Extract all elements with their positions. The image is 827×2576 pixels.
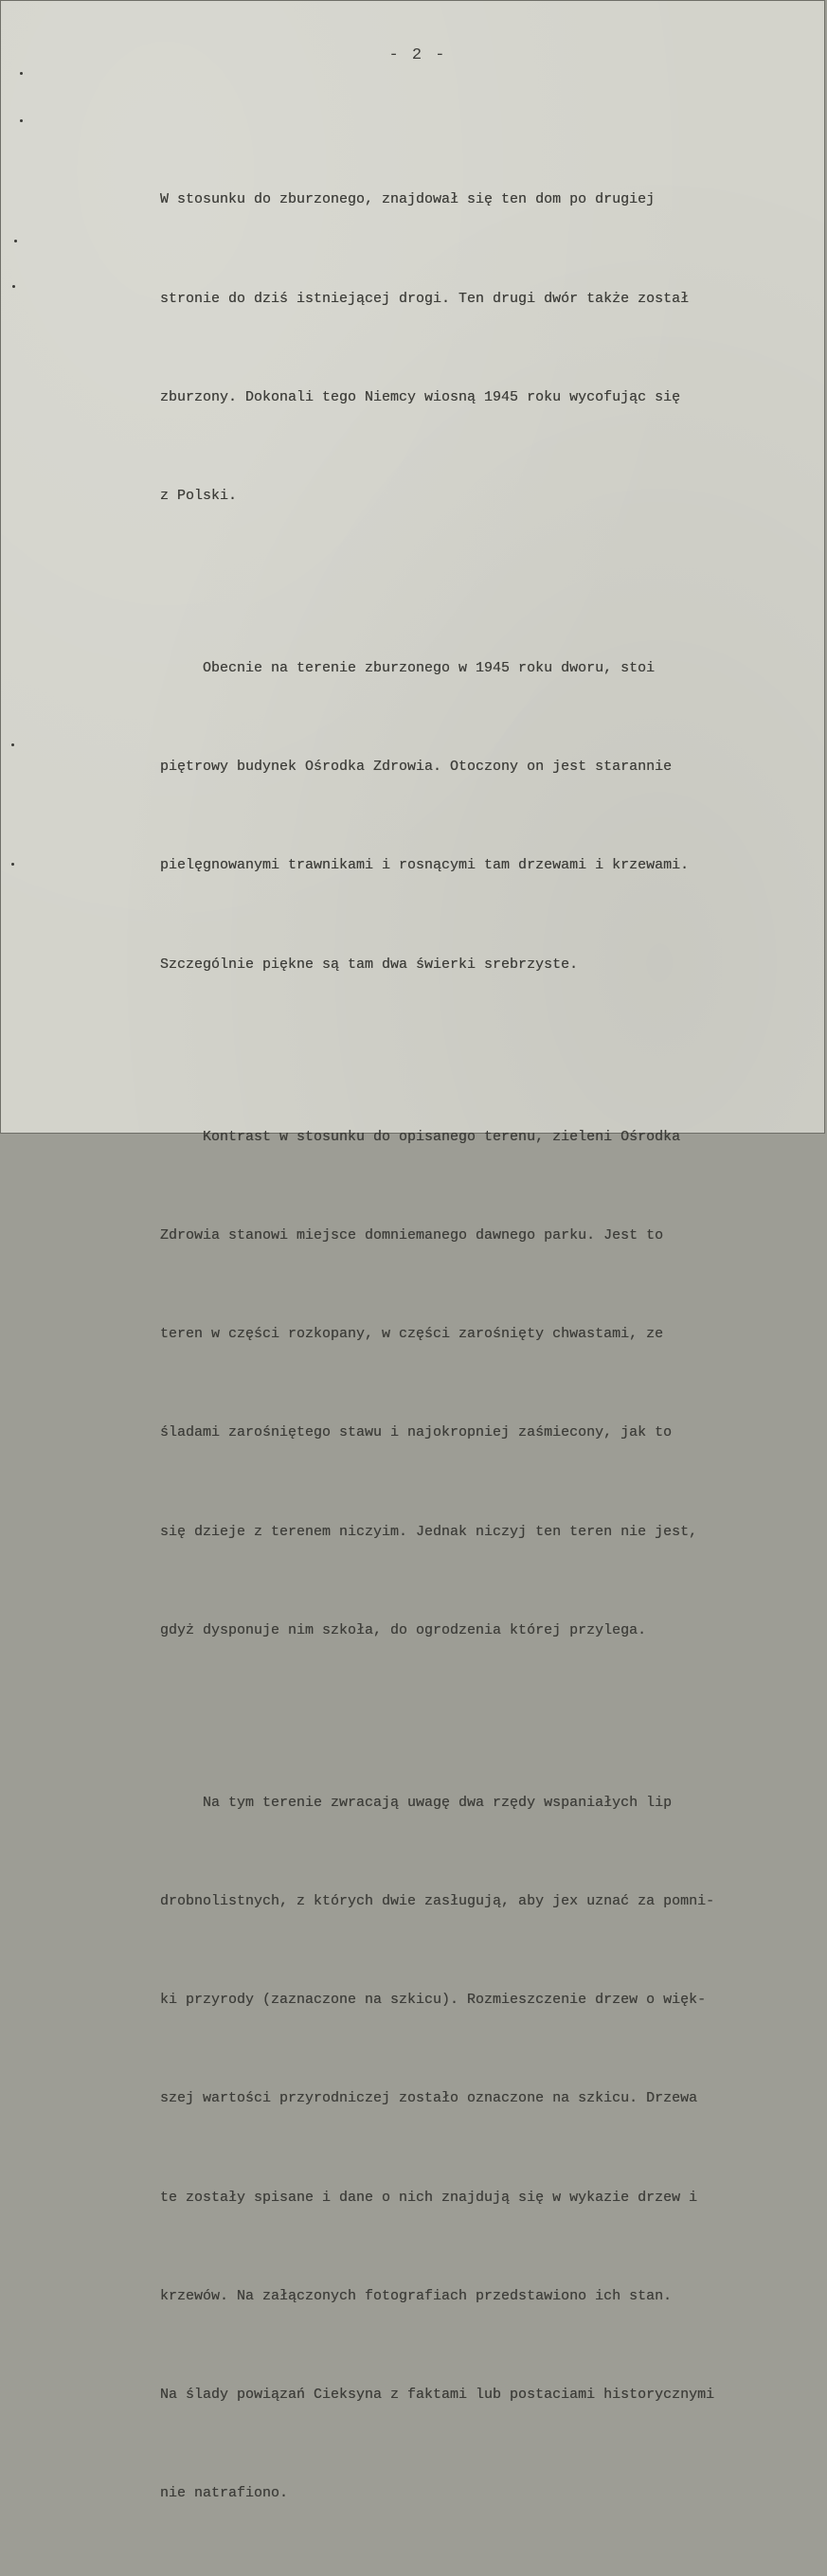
- text-line: pielęgnowanymi trawnikami i rosnącymi tam drzewami i krzewami.: [160, 857, 690, 874]
- text-line: Na tym terenie zwracają uwagę dwa rzędy wspaniałych lip: [160, 1795, 673, 1812]
- text-line: teren w części rozkopany, w części zarośnięty chwastami, ze: [160, 1326, 664, 1343]
- text-line: Szczególnie piękne są tam dwa świerki srebrzyste.: [160, 956, 579, 973]
- paragraph-4: [160, 1722, 789, 2576]
- text-line: gdyż dysponuje nim szkoła, do ogrodzenia której przylega.: [160, 1621, 647, 1638]
- text-line: Na ślady powiązań Cieksyna z faktami lub postaciami historycznymi: [160, 2386, 715, 2403]
- text-line: Obecnie na terenie zburzonego w 1945 roku dworu, stoi: [160, 660, 656, 677]
- body-text: [160, 118, 789, 2576]
- text-line: się dzieje z terenem niczyim. Jednak niczyj ten teren nie jest,: [160, 1523, 698, 1540]
- text-line: piętrowy budynek Ośrodka Zdrowia. Otoczony on jest starannie: [160, 759, 673, 776]
- text-line: śladami zarośniętego stawu i najokropniej zaśmiecony, jak to: [160, 1424, 673, 1441]
- text-line: drobnolistnych, z których dwie zasługują, aby jex uznać za pomni-: [160, 1893, 715, 1910]
- text-line: stronie do dziś istniejącej drogi. Ten drugi dwór także został: [160, 290, 690, 307]
- text-line: zburzony. Dokonali tego Niemcy wiosną 1945 roku wycofując się: [160, 388, 681, 405]
- page-number: - 2 -: [388, 46, 447, 64]
- binder-hole-mark: [20, 72, 23, 75]
- binder-hole-mark: [11, 863, 14, 866]
- text-line: nie natrafiono.: [160, 2484, 289, 2501]
- text-line: krzewów. Na załączonych fotografiach przedstawiono ich stan.: [160, 2287, 673, 2304]
- text-line: Kontrast w stosunku do opisanego terenu, zieleni Ośrodka: [160, 1129, 681, 1146]
- text-line: Zdrowia stanowi miejsce domniemanego dawnego parku. Jest to: [160, 1227, 664, 1244]
- text-line: szej wartości przyrodniczej zostało oznaczone na szkicu. Drzewa: [160, 2090, 698, 2107]
- binder-hole-mark: [11, 743, 14, 746]
- text-line: ki przyrody (zaznaczone na szkicu). Rozmieszczenie drzew o więk-: [160, 1992, 707, 2009]
- binder-hole-mark: [14, 240, 17, 242]
- binder-hole-mark: [20, 119, 23, 122]
- paragraph-1: [160, 118, 789, 579]
- paragraph-3: [160, 1056, 789, 1713]
- binder-hole-mark: [12, 285, 15, 288]
- paragraph-2: [160, 587, 789, 1047]
- text-line: z Polski.: [160, 487, 238, 504]
- text-line: W stosunku do zburzonego, znajdował się ten dom po drugiej: [160, 191, 656, 208]
- text-line: te zostały spisane i dane o nich znajdują się w wykazie drzew i: [160, 2189, 698, 2206]
